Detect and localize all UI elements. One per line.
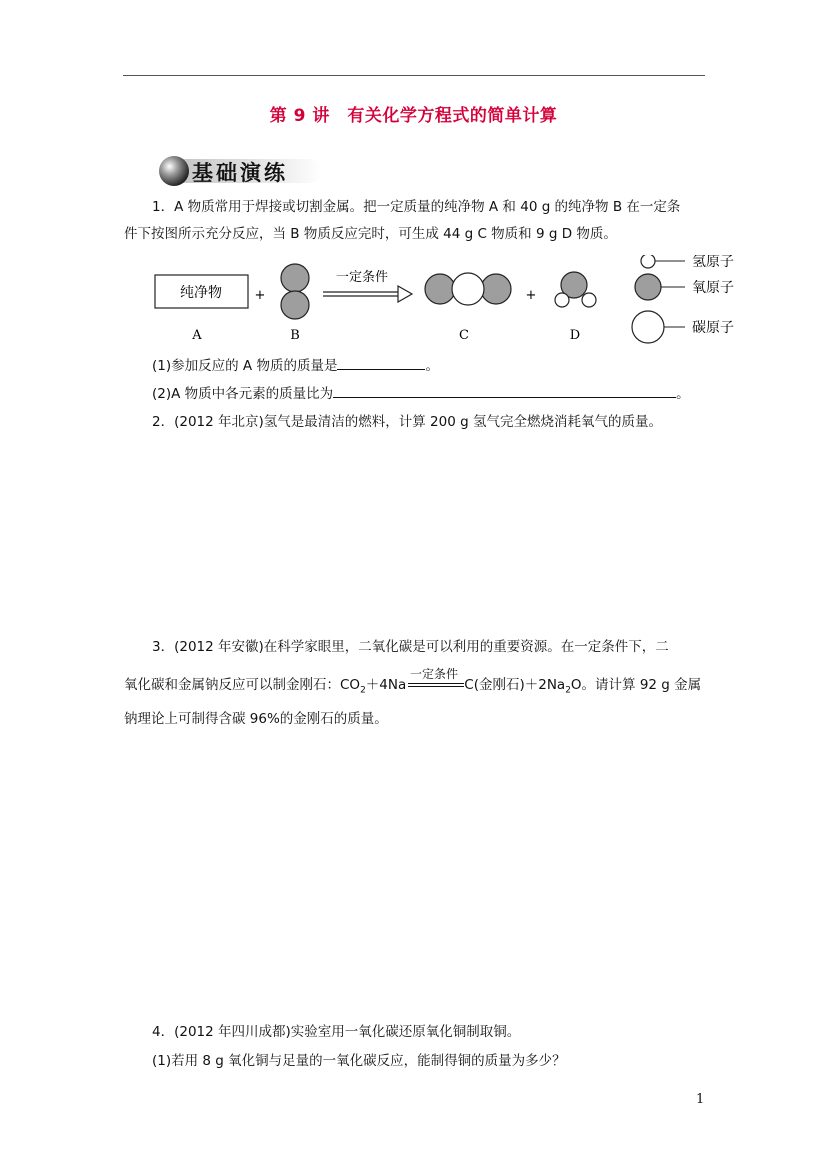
q3-eq-bar-top	[408, 683, 464, 684]
q3-eq-tail: O。请计算 92 g 金属	[570, 677, 702, 693]
page-title: 第 9 讲 有关化学方程式的简单计算	[269, 106, 558, 126]
label-b: B	[290, 328, 300, 343]
label-c: C	[459, 328, 469, 343]
reaction-arrow	[323, 286, 412, 302]
q2-line1: 2．(2012 年北京)氢气是最清洁的燃料，计算 200 g 氢气完全燃烧消耗氧气的质量。	[152, 414, 662, 430]
q1-sub2	[152, 383, 690, 404]
q1-sub1	[152, 355, 439, 376]
arrow-label: 一定条件	[335, 270, 389, 285]
q3-eq-sub-co2: 2	[360, 685, 366, 696]
b-atom-top	[281, 264, 309, 292]
q1-line2: 件下按图所示充分反应，当 B 物质反应完时，可生成 44 g C 物质和 9 g D 物质。	[124, 226, 617, 242]
label-d: D	[569, 328, 581, 343]
q3-eq-condition: 一定条件	[410, 667, 459, 681]
q1-sub2-text: (2)A 物质中各元素的质量比为	[152, 386, 334, 402]
d-hydrogen-right	[582, 293, 596, 307]
q3-eq-bar-bottom	[408, 686, 464, 687]
q3-eq-product: C(金刚石)＋2Na	[464, 677, 566, 693]
legend-hydrogen-label: 氢原子	[692, 255, 734, 270]
q3-line1: 3．(2012 年安徽)在科学家眼里，二氧化碳是可以利用的重要资源。在一定条件下，二	[152, 639, 669, 655]
c-oxygen-left	[425, 274, 455, 304]
plus-1: +	[254, 288, 266, 303]
header-rule	[123, 75, 705, 76]
q3-eq-sub-na2o: 2	[565, 685, 571, 696]
q3-eq-prefix: 氧化碳和金属钠反应可以制金刚石：CO	[124, 677, 361, 693]
legend-oxygen-symbol	[635, 274, 661, 300]
plus-2: +	[525, 288, 537, 303]
legend-oxygen-label: 氧原子	[692, 280, 734, 296]
reaction-diagram	[150, 255, 750, 347]
q1-sub2-blank[interactable]	[333, 383, 676, 398]
c-carbon	[452, 273, 484, 305]
legend-carbon-label: 碳原子	[692, 320, 734, 336]
legend-hydrogen-symbol	[641, 255, 655, 268]
q1-sub1-end: 。	[425, 358, 439, 374]
legend-carbon-symbol	[632, 311, 664, 343]
legend	[632, 255, 734, 343]
box-a-label: 纯净物	[180, 285, 222, 301]
q4-sub1: (1)若用 8 g 氧化铜与足量的一氧化碳反应，能制得铜的质量为多少？	[152, 1053, 566, 1069]
c-oxygen-right	[481, 274, 511, 304]
q1-sub2-end: 。	[676, 386, 690, 402]
label-a: A	[192, 328, 202, 343]
q3-eq-reactant: ＋4Na	[365, 677, 407, 693]
b-atom-bottom	[281, 291, 309, 319]
d-hydrogen-left	[555, 293, 569, 307]
q1-line1: 1．A 物质常用于焊接或切割金属。把一定质量的纯净物 A 和 40 g 的纯净物 B 在一定条	[152, 199, 681, 215]
q4-line1: 4．(2012 年四川成都)实验室用一氧化碳还原氧化铜制取铜。	[152, 1024, 521, 1040]
q3-line3: 钠理论上可制得含碳 96%的金刚石的质量。	[124, 711, 388, 727]
page-number: 1	[696, 1092, 705, 1107]
q1-sub1-text: (1)参加反应的 A 物质的质量是	[152, 358, 338, 374]
section-banner-label: 基础演练	[192, 161, 288, 185]
q1-sub1-blank[interactable]	[337, 355, 425, 370]
